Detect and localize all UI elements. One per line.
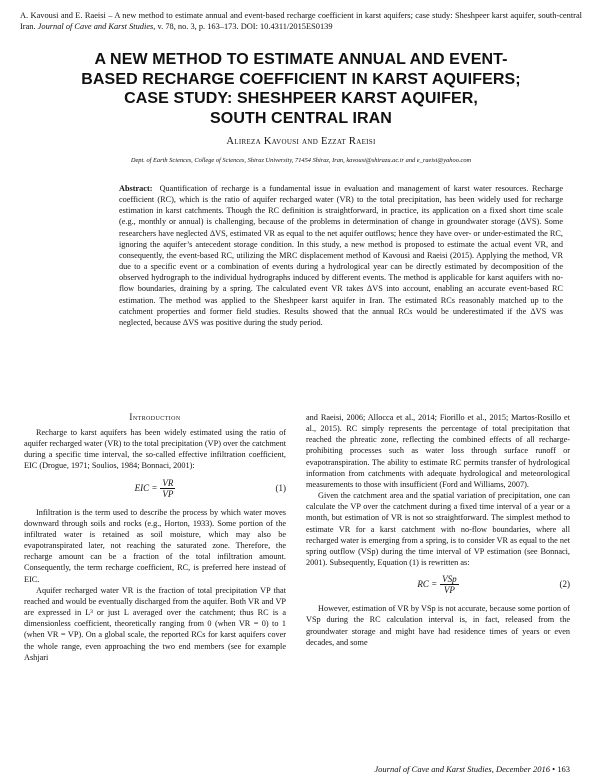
equation-fraction — [160, 478, 175, 499]
title-line: SOUTH CENTRAL IRAN — [210, 109, 392, 127]
equation-fraction — [440, 574, 459, 595]
title-line: BASED RECHARGE COEFFICIENT IN KARST AQUIFERS; — [81, 70, 521, 88]
equation-lhs: EIC = — [134, 482, 158, 493]
title-line: CASE STUDY: SHESHPEER KARST AQUIFER, — [124, 90, 478, 107]
header-citation-pre: A. Kavousi and E. Raeisi – A new method to estimate annual and event-based recharge coefficient in karst aquifers; case study: Sheshpeer karst aquifer, south-central Iran. — [20, 11, 582, 31]
affiliation: Dept. of Earth Sciences, College of Sciences, Shiraz University, 71454 Shiraz, Iran, kavousi@shirazu.ac.ir and e_raeisi@yahoo.com — [130, 157, 472, 164]
equation-number: (1) — [275, 482, 286, 493]
abstract — [119, 183, 563, 328]
paragraph: and Raeisi, 2006; Allocca et al., 2014; Fiorillo et al., 2015; Martos-Rosillo et al., 2015). RC simply represents the percentage of total precipitation that reached the phreatic zone, reflecting the combined effects of all recharge-prohibiting processes such as water loss through surface runoff or evapotranspiration. The ability to estimate RC permits transfer of hydrological information from catchments with adequate hydrological and meteorological measurements to those with insufficient (Ford and Williams, 2007). — [306, 413, 570, 489]
page-footer — [374, 764, 570, 774]
paragraph: Aquifer recharged water VR is the fraction of total precipitation VP that reached and would be eventually discharged from the aquifer. Both VR and VP are expressed in L³ or just L averaged over the catchment; thus RC is a dimensionless coefficient, theoretically ranging from 0 (when VR = 0) to 1 (when VR = VP). On a global scale, the reported RCs for karst aquifers cover the whole range, even approaching the two end members (see for example Ashjari — [24, 585, 286, 662]
paragraph: Recharge to karst aquifers has been widely estimated using the ratio of aquifer recharged water (VR) to the total precipitation (VP) over the catchment during a specific time interval, the so-called effective infiltration coefficient, EIC (Drogue, 1971; Soulios, 1984; Bonnaci, 2001): — [24, 428, 286, 471]
section-heading-introduction: Introduction — [129, 412, 181, 422]
equation-numerator: VR — [162, 477, 174, 488]
header-citation-post: , v. 78, no. 3, p. 163–173. DOI: 10.4311/2015ES0139 — [153, 22, 333, 31]
equation-2 — [306, 574, 570, 595]
equation-number: (2) — [559, 579, 570, 590]
paragraph: Infiltration is the term used to describe the process by which water moves downward through soils and rocks (e.g., Horton, 1933). Some portion of the infiltrated water is retained as soil moisture, which may also be evapotranspirated later, not reaching the saturated zone. Therefore, the recharge amount can be a fraction of the total infiltration amount. Consequently, the term recharge coefficient, RC, is preferred here instead of EIC. — [24, 507, 286, 584]
paragraph: However, estimation of VR by VSp is not accurate, because some portion of VSp during the RC calculation interval is, in fact, released from the groundwater storage and might have had residence times of years or even decades, and some — [306, 604, 570, 647]
footer-journal: Journal of Cave and Karst Studies, December 2016 — [374, 764, 551, 774]
equation-lhs: RC = — [417, 579, 438, 590]
authors: Alireza Kavousi and Ezzat Raeisi — [226, 136, 376, 147]
equation-denominator: VP — [162, 488, 174, 499]
paragraph: Given the catchment area and the spatial variation of precipitation, one can calculate the VP over the catchment during a fixed time interval of a year or a month, but estimation of VR is not so straightforward. The simplest method to estimate VR for a karst catchment with no-flow boundaries, where all recharged water is emerging from a spring, is to consider VR as equal to the net spring outflow (VSp) during the time interval of VP estimation (see Bonnaci, 2001). Subsequently, Equation (1) is rewritten as: — [306, 491, 570, 568]
abstract-text: Quantification of recharge is a fundamental issue in evaluation and management of karst water resources. Recharge coefficient (RC), which is the ratio of aquifer recharged water (VR) to the total precipitation, has been widely used for recharge estimation in karst catchments. Though the RC definition is straightforward, in practice, its application on a fixed short time scale (e.g., monthly or annual) is challenging, because of the problems in determination of change in groundwater storage (ΔVS). Some researchers have neglected ΔVS, estimated VR as equal to the net aquifer outflows; hence they have over- or under-estimated the RC, ignoring the aquifer’s antecedent storage condition. In this study, a new method is proposed to estimate the actual event VR, and consequently, the event-based RC, utilizing the MRC displacement method of Kavousi and Raeisi (2015). Applying the method, VR due to a specific event or a combination of events during a hydrological year can be directly estimated by decomposition of the observed hydrograph to the individual hydrographs induced by different events. The method is applicable for karst aquifers with no-flow boundaries, draining by a spring. The calculated event VR takes ΔVS into account, enabling an accurate event-based RC estimation. The method was applied to the Sheshpeer karst aquifer in Iran. The estimated RCs reasonably matched up to the catchment properties and former field studies. Results showed that the annual RCs would be underestimated if the ΔVS was neglected, because ΔVS was positive during the study period. — [119, 184, 564, 327]
right-column — [306, 412, 570, 648]
equation-numerator: VSp — [442, 574, 457, 585]
running-header — [20, 10, 582, 32]
header-journal: Journal of Cave and Karst Studies — [37, 22, 154, 31]
equation-1 — [24, 478, 286, 499]
paper-title — [20, 50, 582, 128]
footer-page-number: • 163 — [552, 764, 570, 774]
equation-denominator: VP — [443, 585, 455, 596]
left-column — [24, 427, 286, 663]
title-line: A NEW METHOD TO ESTIMATE ANNUAL AND EVENT- — [94, 51, 508, 68]
abstract-label: Abstract: — [119, 184, 153, 193]
